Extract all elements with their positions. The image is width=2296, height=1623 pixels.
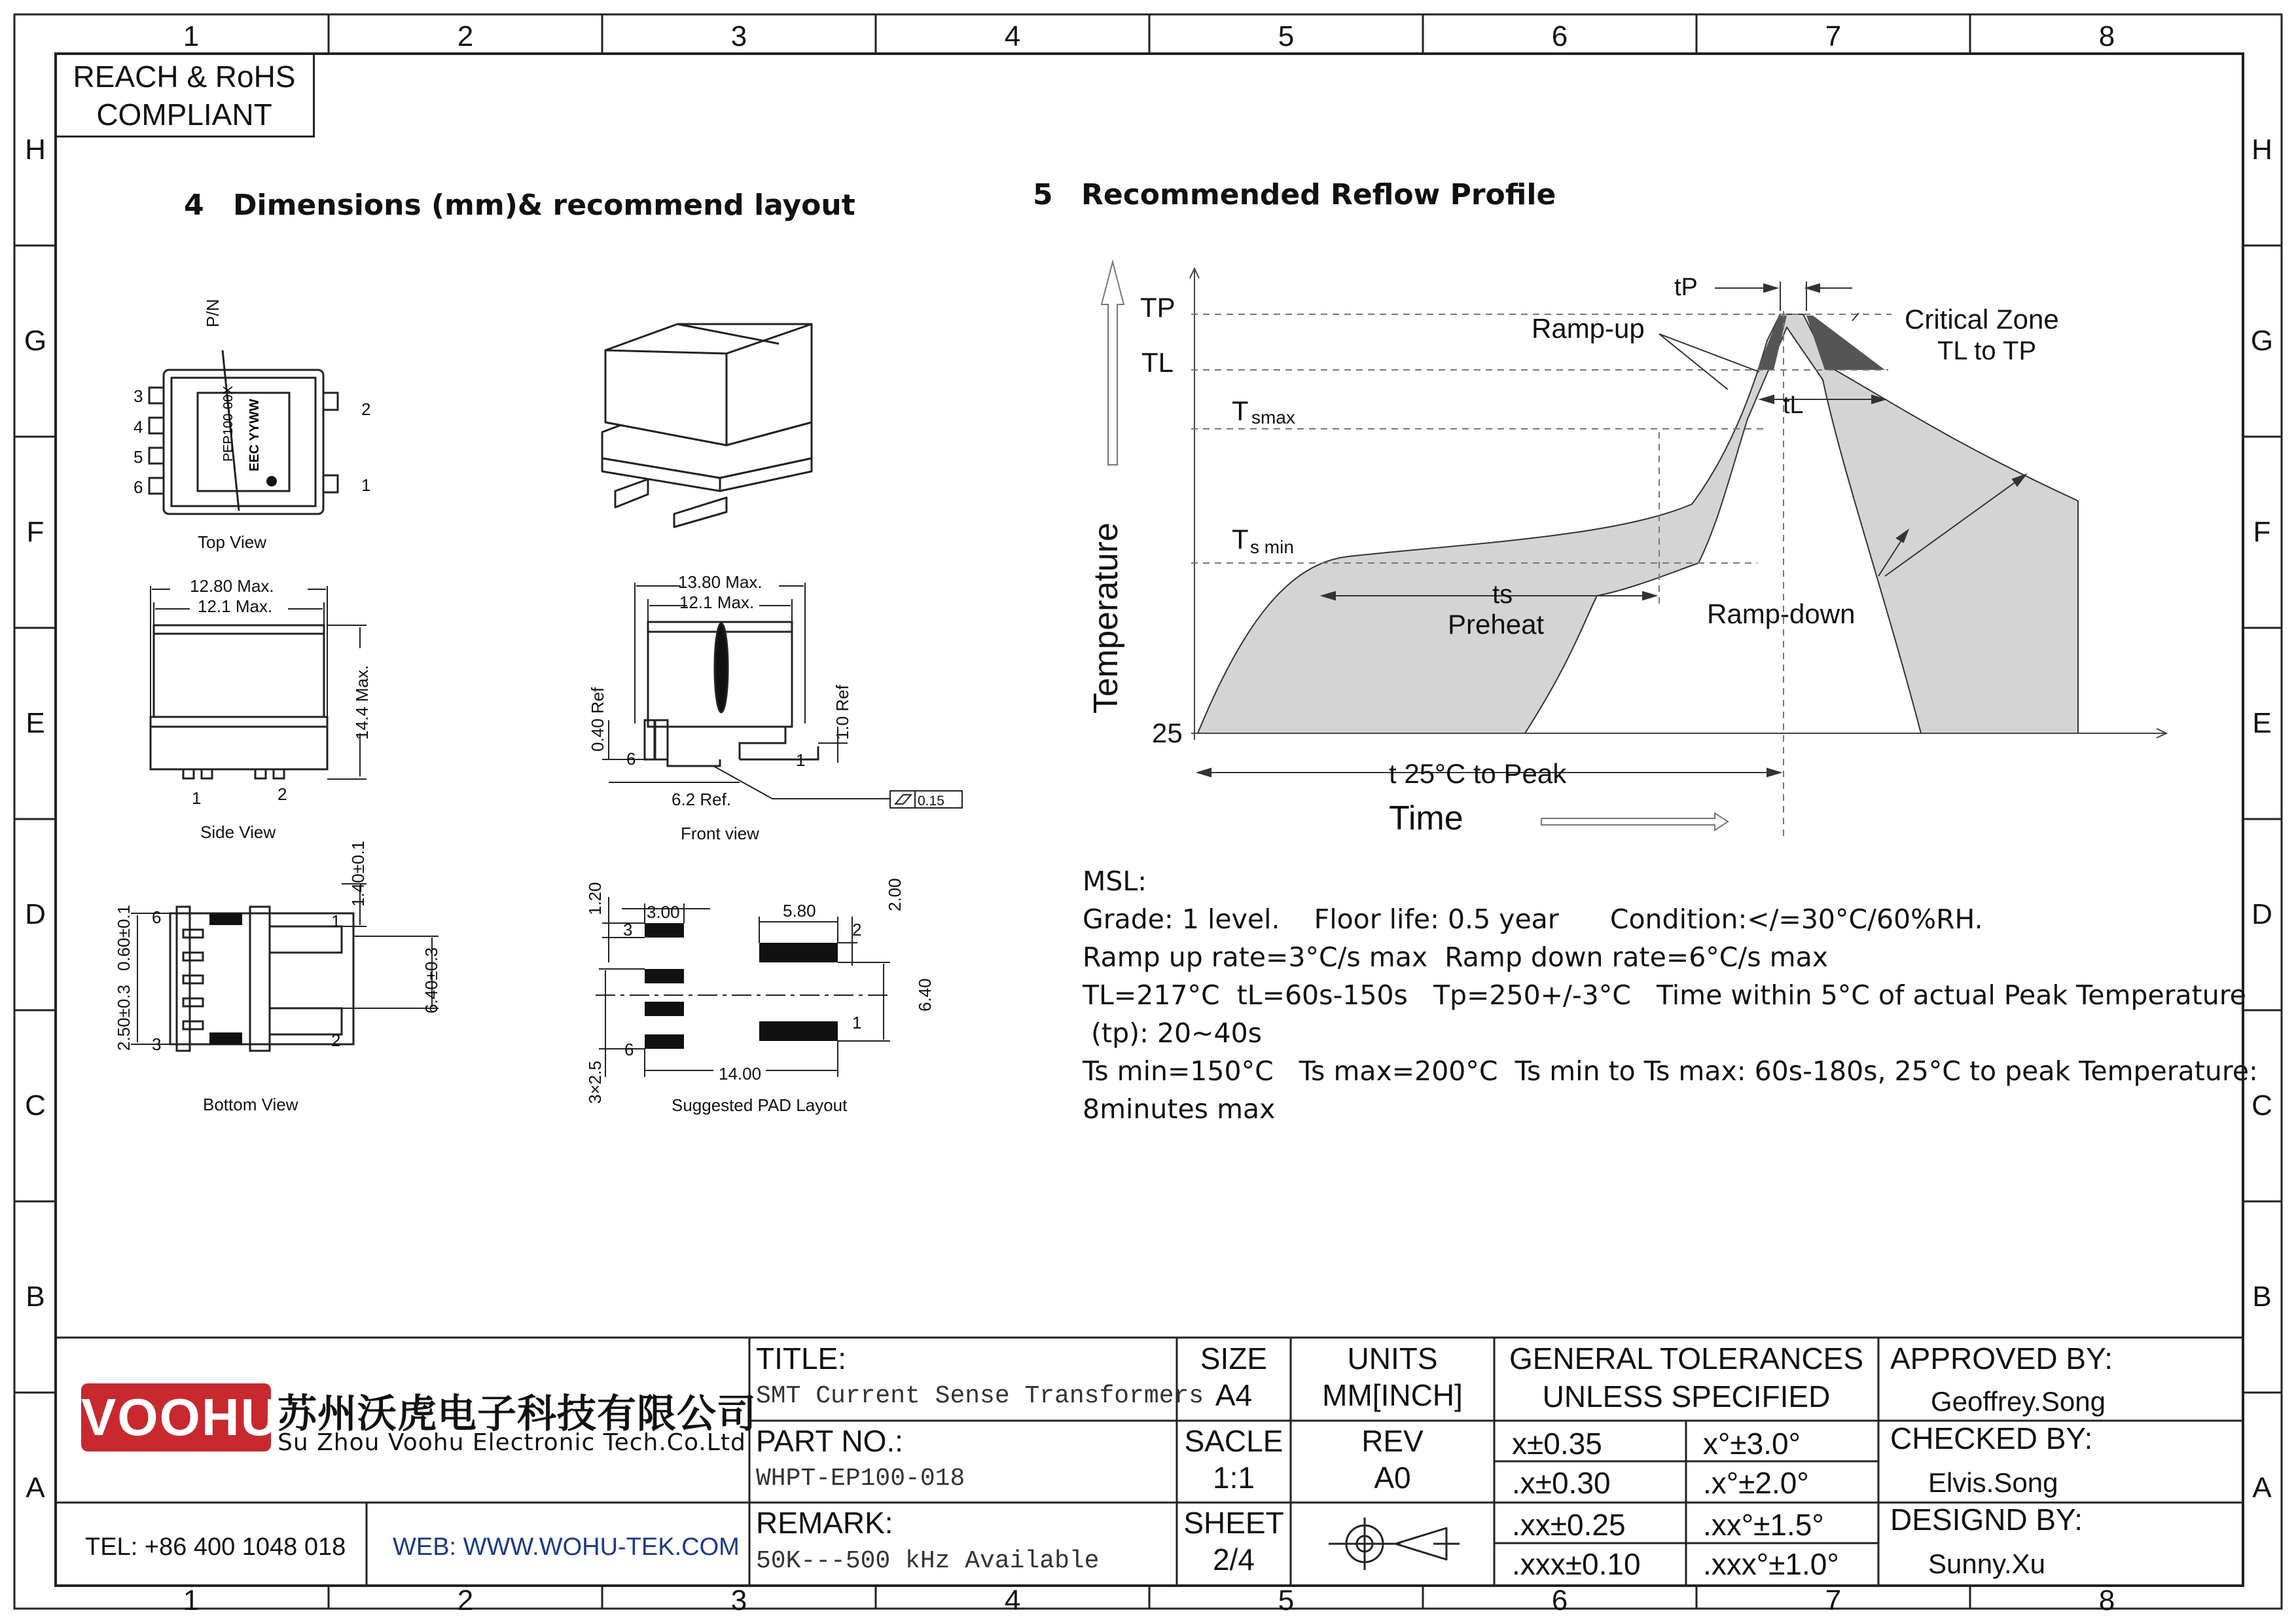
- zone-col-5-bottom: 5: [1278, 1584, 1295, 1616]
- rev-label: REV: [1361, 1424, 1424, 1458]
- top-view-caption: Top View: [198, 532, 267, 552]
- approved-by-label: APPROVED BY:: [1890, 1341, 2113, 1376]
- bottom-view-pin-2: 2: [331, 1030, 341, 1050]
- tolerances-title-2: UNLESS SPECIFIED: [1542, 1379, 1831, 1413]
- section4-number: 4: [184, 189, 204, 222]
- company-name-en: Su Zhou Voohu Electronic Tech.Co.Ltd: [278, 1429, 746, 1456]
- zone-row-c-left: C: [25, 1089, 46, 1122]
- zone-row-f-left: F: [26, 516, 45, 548]
- size-label: SIZE: [1200, 1341, 1268, 1376]
- pad-layout-dim-right-h: 2.00: [885, 878, 905, 911]
- msl-line-5: (tp): 20~40s: [1083, 1017, 1263, 1049]
- front-view-dim-right-ref: 1.0 Ref: [833, 685, 852, 740]
- msl-line-1: MSL:: [1083, 866, 1147, 897]
- zone-col-6-top: 6: [1551, 20, 1568, 52]
- reflow-y-label: Temperature: [1087, 522, 1125, 714]
- reflow-ramp-down: Ramp-down: [1707, 598, 1856, 629]
- msl-line-7: 8minutes max: [1083, 1093, 1276, 1125]
- designed-by-value: Sunny.Xu: [1928, 1548, 2046, 1579]
- front-view-pin-1: 1: [796, 750, 806, 770]
- zone-col-1-bottom: 1: [183, 1584, 200, 1616]
- zone-row-d-left: D: [25, 898, 46, 930]
- zone-col-8-top: 8: [2098, 20, 2115, 52]
- section5-number: 5: [1033, 178, 1053, 211]
- designed-by-label: DESIGND BY:: [1890, 1503, 2083, 1537]
- tolerance-angular-0: x°±3.0°: [1703, 1427, 1801, 1461]
- zone-row-c-right: C: [2251, 1089, 2272, 1122]
- zone-row-f-right: F: [2253, 516, 2271, 548]
- top-view-pin-4: 4: [134, 417, 143, 437]
- units-label: UNITS: [1347, 1341, 1438, 1376]
- zone-row-a-right: A: [2252, 1472, 2272, 1504]
- tolerance-linear-1: .x±0.30: [1512, 1466, 1611, 1500]
- zone-col-2-bottom: 2: [457, 1584, 474, 1616]
- compliance-line2: COMPLIANT: [96, 98, 272, 132]
- zone-row-h-left: H: [25, 134, 46, 166]
- front-view-dim-left-ref: 0.40 Ref: [588, 687, 607, 752]
- reflow-level-tsmin-sub: s min: [1250, 537, 1294, 557]
- zone-col-4-bottom: 4: [1004, 1584, 1021, 1616]
- reflow-critical-zone-line2: TL to TP: [1937, 337, 2037, 365]
- bottom-view-caption: Bottom View: [203, 1095, 298, 1114]
- compliance-line1: REACH & RoHS: [73, 60, 296, 94]
- reflow-x-label: Time: [1389, 799, 1463, 837]
- tolerance-angular-3: .xxx°±1.0°: [1703, 1547, 1839, 1581]
- zone-row-b-left: B: [26, 1281, 45, 1313]
- section4-title: Dimensions (mm)& recommend layout: [233, 189, 855, 222]
- bottom-view-dim-height: 6.40±0.3: [422, 947, 441, 1013]
- zone-col-2-top: 2: [457, 20, 474, 52]
- reflow-ramp-up: Ramp-up: [1532, 313, 1645, 344]
- tolerance-angular-2: .xx°±1.5°: [1703, 1508, 1824, 1542]
- side-view-dim-outer: 12.80 Max.: [190, 576, 274, 596]
- front-view-flatness: 0.15: [918, 793, 944, 809]
- pad-layout-pin-1: 1: [852, 1013, 862, 1032]
- svg-text:EEC YYWW: EEC YYWW: [247, 399, 262, 471]
- top-view-pin-6: 6: [134, 477, 143, 497]
- remark-label: REMARK:: [756, 1506, 893, 1540]
- reflow-level-tp: TP: [1140, 292, 1175, 323]
- side-view-dim-inner: 12.1 Max.: [198, 596, 273, 616]
- front-view-dim-bottom: 6.2 Ref.: [672, 790, 732, 809]
- title-value: SMT Current Sense Transformers: [756, 1382, 1204, 1410]
- bottom-view-dim-pitch: 0.60±0.1: [114, 904, 134, 971]
- reflow-critical-zone-line1: Critical Zone: [1905, 304, 2059, 335]
- zone-col-3-bottom: 3: [730, 1584, 747, 1616]
- front-view-dim-inner: 12.1 Max.: [679, 593, 755, 612]
- reflow-level-base: 25: [1152, 718, 1183, 748]
- tolerances-title-1: GENERAL TOLERANCES: [1509, 1341, 1864, 1376]
- pad-layout-dim-total: 14.00: [719, 1064, 762, 1084]
- svg-text:PEP100-00X: PEP100-00X: [221, 386, 236, 462]
- side-view-pin-2: 2: [278, 784, 287, 804]
- company-tel: TEL: +86 400 1048 018: [85, 1533, 346, 1561]
- approved-by-value: Geoffrey.Song: [1931, 1386, 2106, 1417]
- zone-col-6-bottom: 6: [1551, 1584, 1568, 1616]
- side-view-dim-height: 14.4 Max.: [352, 665, 372, 740]
- units-value: MM[INCH]: [1322, 1378, 1463, 1412]
- company-web[interactable]: WEB: WWW.WOHU-TEK.COM: [393, 1533, 740, 1561]
- company-name-cn: 苏州沃虎电子科技有限公司: [278, 1391, 757, 1437]
- pad-layout-dim-height: 6.40: [915, 978, 935, 1012]
- tolerance-angular-1: .x°±2.0°: [1703, 1466, 1809, 1500]
- msl-line-3: Ramp up rate=3°C/s max Ramp down rate=6°C/s max: [1083, 941, 1828, 973]
- reflow-level-tsmin-main: T: [1232, 524, 1249, 555]
- reflow-tp-label: tP: [1674, 274, 1698, 301]
- zone-col-3-top: 3: [730, 20, 747, 52]
- front-view-caption: Front view: [681, 824, 759, 843]
- bottom-view-pin-6: 6: [152, 907, 162, 927]
- bottom-view-dim-top: 1.40±0.1: [348, 840, 368, 907]
- zone-col-7-top: 7: [1825, 20, 1842, 52]
- title-label: TITLE:: [756, 1341, 847, 1376]
- zone-row-g-right: G: [2250, 325, 2274, 357]
- size-value: A4: [1215, 1378, 1253, 1412]
- zone-row-a-left: A: [26, 1472, 45, 1504]
- section5-title: Recommended Reflow Profile: [1081, 178, 1556, 211]
- rev-value: A0: [1374, 1461, 1411, 1495]
- top-view-pin-2: 2: [361, 399, 371, 419]
- tolerance-linear-3: .xxx±0.10: [1512, 1547, 1641, 1581]
- zone-row-g-left: G: [24, 325, 47, 357]
- zone-row-h-right: H: [2251, 134, 2272, 166]
- projection-symbol: [1329, 1518, 1460, 1570]
- pad-layout-caption: Suggested PAD Layout: [672, 1095, 848, 1115]
- bottom-view-pin-1: 1: [331, 911, 341, 931]
- checked-by-label: CHECKED BY:: [1890, 1421, 2093, 1455]
- zone-row-e-right: E: [2252, 707, 2272, 739]
- top-view-pin-1: 1: [361, 475, 371, 495]
- pad-layout-pin-6: 6: [624, 1040, 634, 1059]
- front-view-pin-6: 6: [626, 749, 636, 769]
- zone-row-e-left: E: [26, 707, 45, 739]
- bottom-view-pin-3: 3: [152, 1034, 162, 1054]
- remark-value: 50K---500 kHz Available: [756, 1547, 1100, 1575]
- sheet-value: 2/4: [1213, 1542, 1255, 1577]
- company-logo: VOOHU: [81, 1383, 271, 1451]
- scale-label: SACLE: [1184, 1424, 1283, 1458]
- reflow-ts-label: ts: [1492, 580, 1513, 609]
- zone-col-1-top: 1: [183, 20, 200, 52]
- front-view-dim-outer: 13.80 Max.: [678, 572, 762, 592]
- reflow-t25-to-peak: t 25°C to Peak: [1389, 758, 1567, 789]
- reflow-level-tl: TL: [1141, 347, 1174, 378]
- tolerance-linear-2: .xx±0.25: [1512, 1508, 1626, 1542]
- top-view-pn-label: P/N: [203, 299, 223, 327]
- tolerance-linear-0: x±0.35: [1512, 1427, 1602, 1461]
- msl-line-6: Ts min=150°C Ts max=200°C Ts min to Ts max: 60s-180s, 25°C to peak Temperature:: [1083, 1055, 2258, 1087]
- bottom-view-dim-span: 2.50±0.3: [114, 984, 134, 1051]
- pad-layout-dim-pitch: 3×2.5: [585, 1061, 605, 1104]
- side-view-caption: Side View: [200, 822, 276, 842]
- zone-row-d-right: D: [2251, 898, 2272, 930]
- reflow-level-tsmax-sub: smax: [1251, 407, 1295, 428]
- reflow-tl-label: tL: [1783, 392, 1804, 419]
- part-no-value: WHPT-EP100-018: [756, 1465, 965, 1493]
- checked-by-value: Elvis.Song: [1928, 1467, 2058, 1498]
- sheet-label: SHEET: [1183, 1506, 1284, 1540]
- pad-layout-dim-left-h: 1.20: [585, 882, 605, 915]
- pad-layout-pin-3: 3: [623, 920, 633, 939]
- zone-col-5-top: 5: [1278, 20, 1295, 52]
- pad-layout-dim-pad-right: 5.80: [783, 901, 816, 921]
- zone-row-b-right: B: [2252, 1281, 2272, 1313]
- reflow-preheat: Preheat: [1448, 609, 1545, 640]
- reflow-level-tsmax-main: T: [1232, 395, 1249, 426]
- msl-line-4: TL=217°C tL=60s-150s Tp=250+/-3°C Time within 5°C of actual Peak Temperature: [1083, 979, 2246, 1011]
- side-view-pin-1: 1: [192, 788, 202, 808]
- pad-layout-pin-2: 2: [852, 920, 862, 939]
- scale-value: 1:1: [1213, 1461, 1255, 1495]
- msl-line-2: Grade: 1 level. Floor life: 0.5 year Condition:</=30°C/60%RH.: [1083, 903, 1983, 935]
- top-view-pin-3: 3: [134, 386, 143, 406]
- zone-col-7-bottom: 7: [1825, 1584, 1842, 1616]
- pad-layout-dim-pad-left: 3.00: [647, 902, 680, 922]
- top-view-pin-5: 5: [134, 447, 143, 467]
- zone-col-8-bottom: 8: [2098, 1584, 2115, 1616]
- part-no-label: PART NO.:: [756, 1424, 903, 1458]
- zone-col-4-top: 4: [1004, 20, 1021, 52]
